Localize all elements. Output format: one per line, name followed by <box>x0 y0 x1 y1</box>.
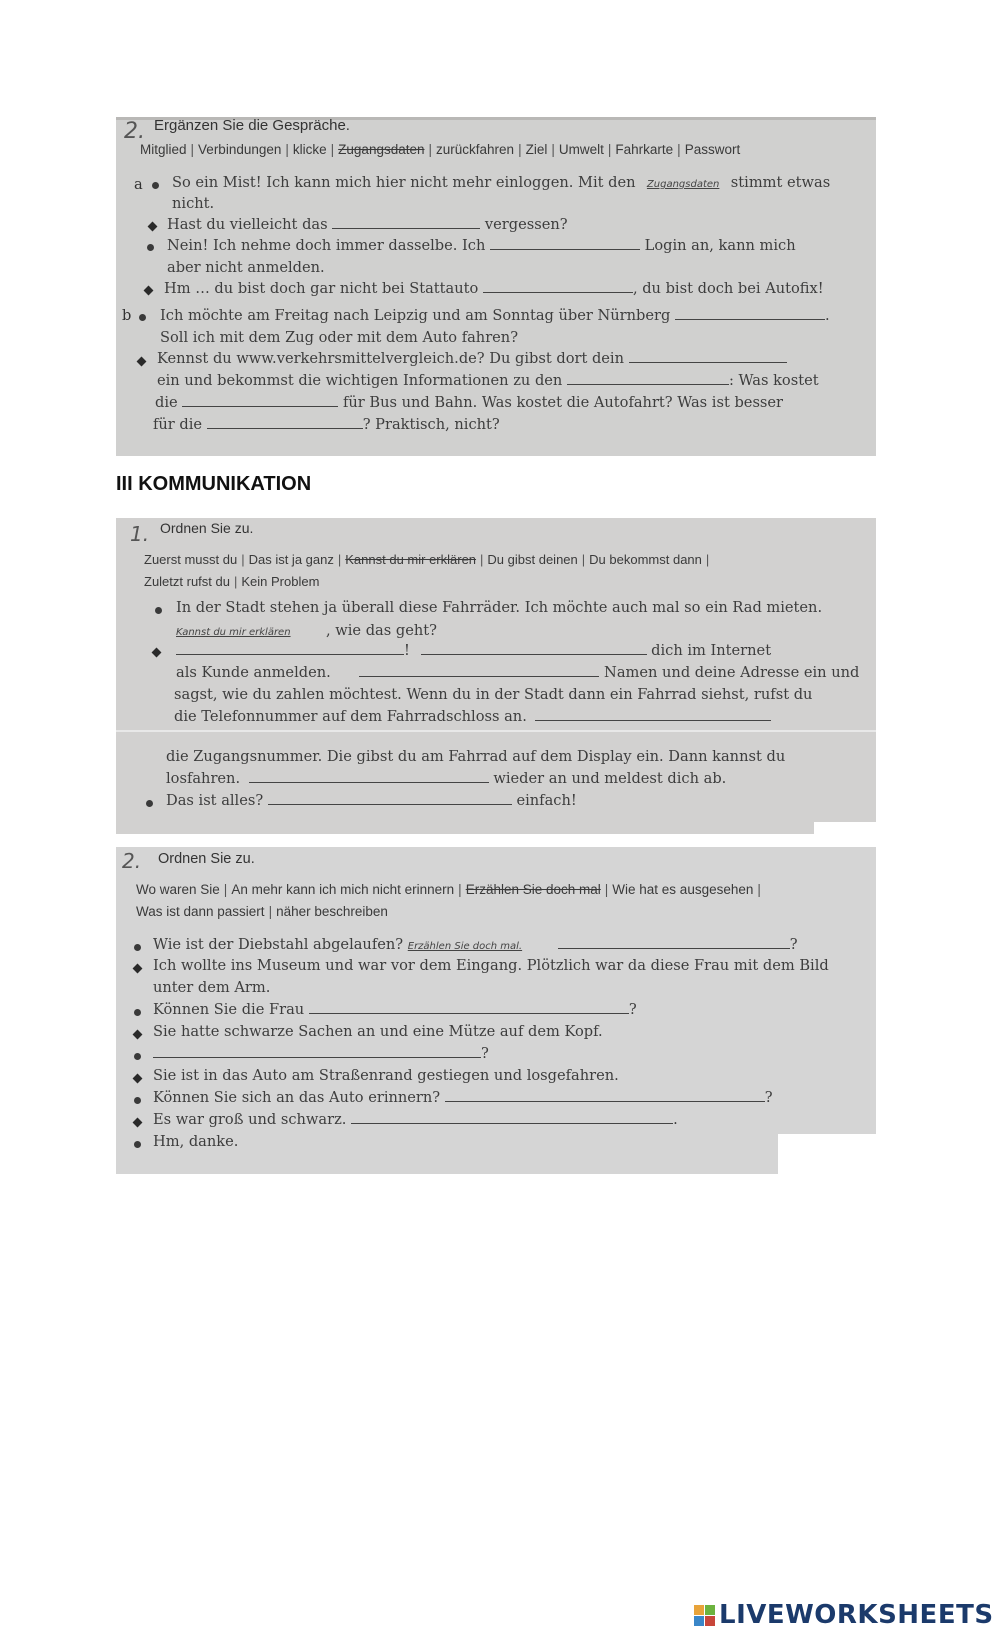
answer-blank[interactable] <box>675 307 825 320</box>
word-bank-item: Verbindungen <box>198 142 282 157</box>
exercise-number: 2. <box>122 849 142 873</box>
answer-blank[interactable] <box>153 1045 481 1058</box>
answer-blank[interactable] <box>249 770 489 783</box>
answer-blank[interactable] <box>182 394 338 407</box>
dialog-label-a: a <box>134 176 143 193</box>
speaker-diamond-icon <box>144 286 154 296</box>
dialog-line: Können Sie die Frau ? <box>153 1001 637 1018</box>
speaker-diamond-icon <box>133 1030 143 1040</box>
handwritten-answer: Kannst du mir erklären <box>176 627 291 638</box>
handwritten-answer: Erzählen Sie doch mal. <box>407 941 523 952</box>
speaker-bullet-icon <box>134 1141 141 1148</box>
liveworksheets-logo <box>694 1600 994 1630</box>
dialog-line: Soll ich mit dem Zug oder mit dem Auto fahren? <box>160 329 519 346</box>
exercise-heading: Ordnen Sie zu. <box>158 851 255 867</box>
speaker-bullet-icon <box>139 314 146 321</box>
answer-blank[interactable] <box>268 792 512 805</box>
word-bank-item: Mitglied <box>140 142 187 157</box>
exercise-heading: Ordnen Sie zu. <box>160 520 254 536</box>
dialog-line: die Zugangsnummer. Die gibst du am Fahrrad auf dem Display ein. Dann kannst du <box>166 748 786 765</box>
speaker-diamond-icon <box>137 357 147 367</box>
dialog-line: Es war groß und schwarz. . <box>153 1111 678 1128</box>
dialog-line: losfahren. wieder an und meldest dich ab. <box>166 770 727 787</box>
answer-blank[interactable] <box>421 642 647 655</box>
dialog-line: Hm … du bist doch gar nicht bei Stattauto , du bist doch bei Autofix! <box>164 280 824 297</box>
word-bank-item: Fahrkarte <box>615 142 674 157</box>
dialog-line: Hm, danke. <box>153 1133 239 1150</box>
answer-blank[interactable] <box>567 372 729 385</box>
speaker-bullet-icon <box>146 800 153 807</box>
word-bank: Mitglied | Verbindungen | klicke | Zugangsdaten | zurückfahren | Ziel | Umwelt | Fahrkarte | Passwort <box>140 142 741 157</box>
speaker-bullet-icon <box>134 944 141 951</box>
dialog-line: aber nicht anmelden. <box>167 259 325 276</box>
dialog-line: Kennst du www.verkehrsmittelvergleich.de? Du gibst dort dein <box>157 350 787 367</box>
word-bank-item: Umwelt <box>558 142 604 157</box>
dialog-line: Wie ist der Diebstahl abgelaufen? Erzählen Sie doch mal. ? <box>153 936 798 953</box>
word-bank-continued: Zuletzt rufst du | Kein Problem <box>144 574 320 589</box>
photo-corner-notch <box>814 822 876 834</box>
answer-blank[interactable] <box>445 1089 765 1102</box>
speaker-bullet-icon <box>134 1097 141 1104</box>
dialog-line: Ich wollte ins Museum und war vor dem Eingang. Plötzlich war da diese Frau mit dem Bild <box>153 957 829 974</box>
exercise-1-photo <box>116 518 876 834</box>
dialog-line: nicht. <box>172 195 215 212</box>
dialog-line: Kannst du mir erklären , wie das geht? <box>176 622 437 639</box>
dialog-line: Hast du vielleicht das vergessen? <box>167 216 568 233</box>
dialog-line: Das ist alles? einfach! <box>166 792 577 809</box>
speaker-diamond-icon <box>152 648 162 658</box>
dialog-line: die Telefonnummer auf dem Fahrradschloss an. <box>174 708 771 725</box>
dialog-line: die für Bus und Bahn. Was kostet die Autofahrt? Was ist besser <box>155 394 784 411</box>
word-bank-continued: Was ist dann passiert | näher beschreiben <box>136 904 388 919</box>
dialog-line: Können Sie sich an das Auto erinnern? ? <box>153 1089 773 1106</box>
dialog-line: ! dich im Internet <box>176 642 771 659</box>
dialog-line: In der Stadt stehen ja überall diese Fahrräder. Ich möchte auch mal so ein Rad mieten. <box>176 599 823 616</box>
answer-blank[interactable] <box>629 350 787 363</box>
word-bank: Wo waren Sie | An mehr kann ich mich nicht erinnern | Erzählen Sie doch mal | Wie hat es ausgesehen | <box>136 882 761 897</box>
dialog-label-b: b <box>122 307 132 324</box>
section-title: III KOMMUNIKATION <box>116 473 312 495</box>
speaker-bullet-icon <box>152 182 159 189</box>
word-bank-item: zurückfahren <box>436 142 515 157</box>
dialog-line: Nein! Ich nehme doch immer dasselbe. Ich Login an, kann mich <box>167 237 796 254</box>
dialog-line: Sie hatte schwarze Sachen an und eine Mütze auf dem Kopf. <box>153 1023 603 1040</box>
handwritten-answer: Zugangsdaten <box>646 179 720 190</box>
logo-text: LIVEWORKSHEETS <box>719 1600 994 1630</box>
answer-blank[interactable] <box>309 1001 629 1014</box>
exercise-number: 2. <box>124 119 145 144</box>
exercise-heading: Ergänzen Sie die Gespräche. <box>154 117 350 134</box>
speaker-diamond-icon <box>133 1074 143 1084</box>
word-bank-item: Passwort <box>684 142 741 157</box>
answer-blank[interactable] <box>535 708 771 721</box>
answer-blank[interactable] <box>490 237 640 250</box>
speaker-diamond-icon <box>133 964 143 974</box>
exercise-2-photo <box>116 117 876 456</box>
answer-blank[interactable] <box>351 1111 673 1124</box>
exercise-2b-photo <box>116 847 876 1174</box>
speaker-diamond-icon <box>133 1118 143 1128</box>
dialog-line: sagst, wie du zahlen möchtest. Wenn du in der Stadt dann ein Fahrrad siehst, rufst du <box>174 686 813 703</box>
word-bank: Zuerst musst du | Das ist ja ganz | Kannst du mir erklären | Du gibst deinen | Du bekommst dann | <box>144 552 710 567</box>
word-bank-item-used: Erzählen Sie doch mal <box>465 882 601 897</box>
speaker-bullet-icon <box>155 607 162 614</box>
answer-blank[interactable] <box>558 936 790 949</box>
dialog-line: für die ? Praktisch, nicht? <box>153 416 500 433</box>
dialog-line: unter dem Arm. <box>153 979 271 996</box>
answer-blank[interactable] <box>332 216 480 229</box>
photo-corner-notch <box>778 1134 876 1174</box>
word-bank-item: klicke <box>292 142 327 157</box>
dialog-line: ? <box>153 1045 489 1062</box>
dialog-line: ein und bekommst die wichtigen Informationen zu den : Was kostet <box>157 372 819 389</box>
answer-blank[interactable] <box>359 664 599 677</box>
answer-blank[interactable] <box>176 642 404 655</box>
dialog-line: Ich möchte am Freitag nach Leipzig und am Sonntag über Nürnberg . <box>160 307 830 324</box>
speaker-bullet-icon <box>147 244 154 251</box>
speaker-bullet-icon <box>134 1053 141 1060</box>
speaker-bullet-icon <box>134 1009 141 1016</box>
logo-cube-icon <box>694 1605 715 1626</box>
exercise-number: 1. <box>130 522 150 546</box>
word-bank-item: Ziel <box>525 142 548 157</box>
dialog-line: als Kunde anmelden. Namen und deine Adresse ein und <box>176 664 860 681</box>
answer-blank[interactable] <box>483 280 633 293</box>
answer-blank[interactable] <box>207 416 363 429</box>
word-bank-item-used: Kannst du mir erklären <box>345 552 477 567</box>
paper-fold <box>116 730 876 732</box>
speaker-diamond-icon <box>148 222 158 232</box>
dialog-line: So ein Mist! Ich kann mich hier nicht mehr einloggen. Mit den Zugangsdaten stimmt etwas <box>172 174 831 191</box>
dialog-line: Sie ist in das Auto am Straßenrand gestiegen und losgefahren. <box>153 1067 619 1084</box>
word-bank-item-used: Zugangsdaten <box>338 142 425 157</box>
